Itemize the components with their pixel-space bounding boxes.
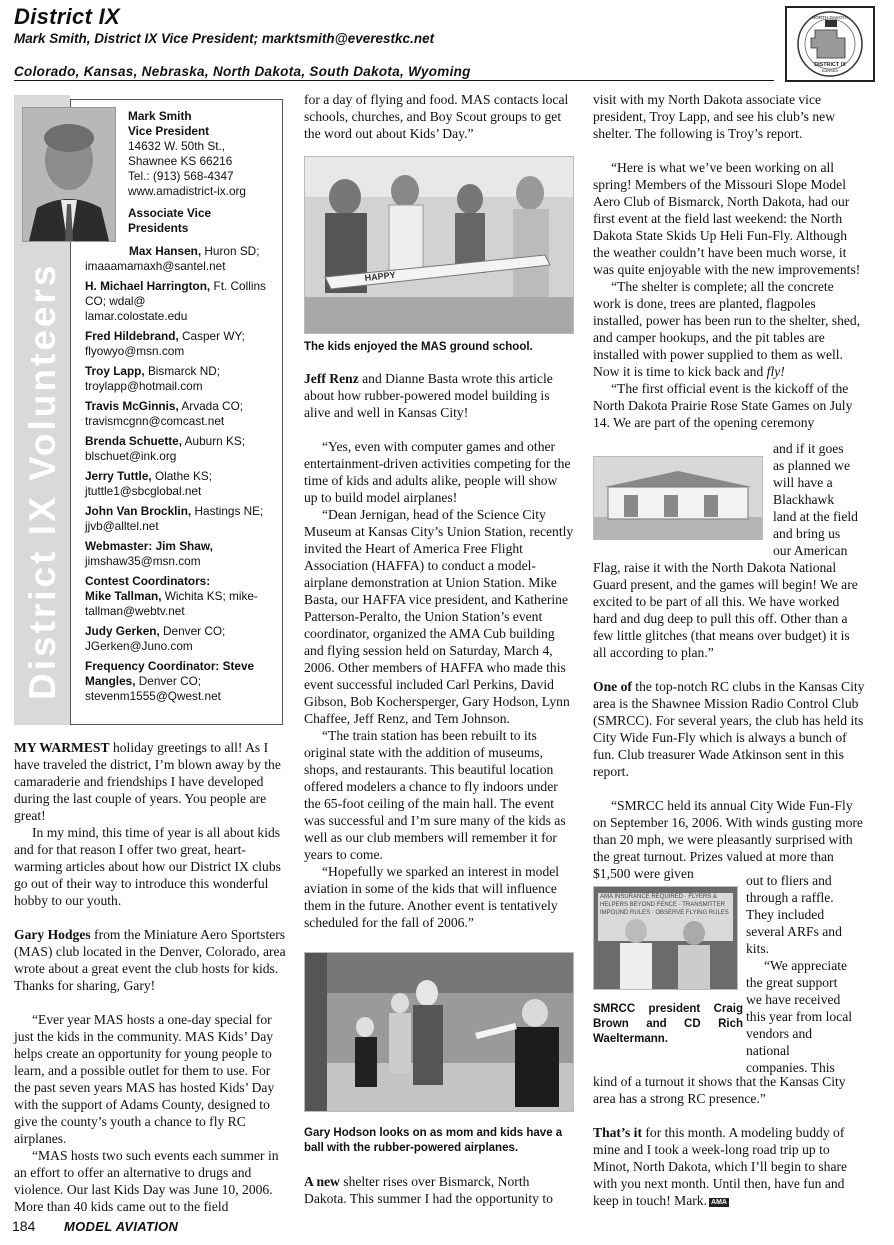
volunteer-email[interactable]: jimshaw35@msn.com — [85, 554, 201, 568]
column-2-bottom — [304, 1173, 574, 1207]
column-3-wrap-1 — [773, 440, 868, 559]
paragraph: “MAS hosts two such events each summer in an effort to offer an alternative to drugs and violence. Our last Kids Day was June 10, 2006. More than 40 kids came out to the field — [14, 1148, 279, 1214]
volunteer-email[interactable]: troylapp@hotmail.com — [85, 379, 203, 393]
paragraph: Jeff Renz and Dianne Basta wrote this article about how rubber-powered model building is alive and well in Kansas City! — [304, 371, 553, 420]
paragraph: A new shelter rises over Bismarck, North Dakota. This summer I had the opportunity to — [304, 1174, 553, 1206]
vp-web[interactable]: www.amadistrict-ix.org — [128, 184, 246, 198]
volunteer-entry: Brenda Schuette, Auburn KS; — [85, 434, 246, 448]
vp-role: Vice President — [128, 124, 210, 138]
volunteer-entry: Contest Coordinators: — [85, 574, 211, 588]
text-line: as planned we — [773, 458, 851, 473]
volunteer-entry: Troy Lapp, Bismarck ND; — [85, 364, 221, 378]
paragraph: “Yes, even with computer games and other entertainment-driven activities competing for the time of kids and adults alike, people will show up to build model airplanes! — [304, 439, 571, 505]
column-3-bottom — [593, 1073, 865, 1209]
ground-school-photo — [305, 157, 573, 333]
logo-top-text: NORTH DAKOTA — [811, 15, 849, 20]
text-line: They included — [746, 907, 825, 922]
volunteer-entry: Mike Tallman, Wichita KS; mike- — [85, 589, 258, 603]
paragraph: In my mind, this time of year is all about kids and for that reason I offer two great, heart-warming articles about how our District IX clubs go out of their way to introduce this wonderful hobby to our youth. — [14, 825, 281, 908]
text-line: kits. — [746, 941, 770, 956]
volunteer-email[interactable]: imaaamamaxh@santel.net — [85, 259, 226, 273]
vp-addr2: Shawnee KS 66216 — [128, 154, 233, 168]
volunteer-list — [85, 244, 275, 704]
text-line: national — [746, 1043, 790, 1058]
page-title: District IX — [14, 4, 120, 29]
volunteer-email[interactable]: tallman@webtv.net — [85, 604, 185, 618]
union-station-photo — [305, 953, 573, 1111]
text-line: “We appreciate — [764, 958, 848, 973]
volunteer-entry: Frequency Coordinator: Steve Mangles, Denver CO; — [85, 659, 255, 688]
volunteer-entry: Judy Gerken, Denver CO; — [85, 624, 226, 638]
text-line: land at the field — [773, 509, 858, 524]
text-line: and if it goes — [773, 441, 844, 456]
paragraph: MY WARMEST holiday greetings to all! As I have traveled the district, I’m blown away by the camaraderie and friendships I have developed during the last couple of years. You people are great! — [14, 740, 281, 823]
volunteer-entry: Jerry Tuttle, Olathe KS; — [85, 469, 212, 483]
volunteer-email[interactable]: blschuet@ink.org — [85, 449, 177, 463]
district-map-icon — [787, 8, 873, 80]
volunteer-entry: Fred Hildebrand, Casper WY; — [85, 329, 245, 343]
paragraph: “The train station has been rebuilt to its original state with the addition of museums, shops, and restaurants. This beautiful location offered modelers a chance to fly indoors under the 65-foot ceiling of the main hall. The event was successful and I’m sure many of the kids as well as our club members will remember it for years to come. — [304, 728, 566, 862]
caption-smrcc: SMRCC president Craig Brown and CD Rich Waeltermann. — [593, 1003, 743, 1045]
paragraph: Gary Hodges from the Miniature Aero Sportsters (MAS) club located in the Denver, Colorado, area wrote about a great event the club hosts for kids. Thanks for sharing, Gary! — [14, 927, 286, 993]
volunteer-email[interactable]: jtuttle1@sbcglobal.net — [85, 484, 202, 498]
paragraph: Flag, raise it with the North Dakota National Guard present, and the games will begin! We are excited to be part of all this. We have worked hard and dug deep to pull this off. Other than a few little glitches (that means over budget) it is all according to plan.” — [593, 560, 858, 660]
text-line: we have received — [746, 992, 841, 1007]
paragraph: That’s it for this month. A modeling buddy of mine and I took a week-long road trip up to Minot, North Dakota, which I’ll begin to share with you next month. Until then, have fun and keep in touch! Mark. AMA — [593, 1125, 848, 1208]
header-rule — [14, 80, 774, 81]
paragraph: visit with my North Dakota associate vice president, Troy Lapp, and see his club’s new shelter. The following is Troy’s report. — [593, 92, 836, 141]
volunteers-band-title: District IX Volunteers — [22, 262, 63, 700]
text-line: out to fliers and — [746, 873, 832, 888]
volunteer-email[interactable]: stevenm1555@Qwest.net — [85, 689, 221, 703]
vp-tel: Tel.: (913) 568-4347 — [128, 169, 234, 183]
vp-addr1: 14632 W. 50th St., — [128, 139, 226, 153]
plane-wing-text: HAPPY — [364, 269, 397, 283]
column-1 — [14, 739, 286, 1215]
paragraph: One of the top-notch RC clubs in the Kansas City area is the Shawnee Mission Radio Control Club (SMRCC). For several years, the club has held its City Wide Fun-Fly which is always a bunch of fun. Club treasurer Wade Atkinson sent in this report. — [593, 679, 865, 779]
paragraph: “Hopefully we sparked an interest in model aviation in some of the kids that will influence them in the future. Another event is tentatively scheduled for the fall of 2006.” — [304, 864, 560, 930]
magazine-name: MODEL AVIATION — [64, 1219, 179, 1234]
vp-portrait — [22, 107, 116, 242]
column-3-top — [593, 91, 865, 431]
volunteer-entry: Webmaster: Jim Shaw, — [85, 539, 213, 553]
photo-shelter — [593, 456, 763, 540]
paragraph: “Dean Jernigan, head of the Science City Museum at Kansas City’s Union Station, recently invited the Heart of America Free Flight Association (HAFFA) to conduct a model-airplane demonstration at Union Station. Mike Basta, our HAFFA vice president, and Katherine Patterson-Peralto, the Union Station’s event coordinator, organized the AMA Cub building and flying session held on Saturday, March 4, 2006. Other members of HAFFA who made this event successful included Carl Perkins, David Gibson, Bob Kochersperger, Gary Hodson, Lynn Chaffee, Jeff Renz, and Tem Johnson. — [304, 507, 574, 726]
paragraph: for a day of flying and food. MAS contacts local schools, churches, and Boy Scout groups to get the word out about Kids’ Day.” — [304, 92, 569, 141]
shelter-photo — [594, 457, 762, 539]
smrcc-photo — [594, 887, 737, 989]
volunteer-entry: Max Hansen, Huron SD; — [129, 244, 260, 258]
text-line: this year from local — [746, 1009, 853, 1024]
paragraph: “The first official event is the kickoff of the North Dakota Prairie Rose State Games on July 14. We are part of the opening ceremony — [593, 381, 853, 430]
text-line: our American — [773, 543, 848, 558]
paragraph: “The shelter is complete; all the concrete work is done, trees are planted, flagpoles installed, power has been run to the shelter, shed, and camper hookups, and the pit tables are installed with power supplied to them as well. Now it is time to kick back and fly! — [593, 279, 861, 379]
photo-ground-school — [304, 156, 574, 334]
text-line: companies. This — [746, 1060, 835, 1075]
text-line: will have a — [773, 475, 833, 490]
volunteer-email[interactable]: jjvb@alltel.net — [85, 519, 159, 533]
column-2 — [304, 370, 574, 931]
volunteer-email[interactable]: flyowyo@msn.com — [85, 344, 185, 358]
page-number: 184 — [12, 1218, 36, 1234]
text-line: and bring us — [773, 526, 841, 541]
text-line: vendors and — [746, 1026, 813, 1041]
portrait-photo — [23, 108, 115, 241]
volunteer-entry: H. Michael Harrington, Ft. Collins CO; wdal@ — [85, 279, 266, 308]
logo-bottom-text: DISTRICT IX — [814, 62, 846, 68]
avp-heading: Associate Vice Presidents — [128, 206, 212, 235]
caption-rubber-airplanes: Gary Hodson looks on as mom and kids have a ball with the rubber-powered airplanes. — [304, 1127, 563, 1154]
vp-contact — [128, 109, 278, 236]
paragraph: “Ever year MAS hosts a one-day special for just the kids in the community. MAS Kids’ Day helps create an opportunity for young people to learn, and a possible outlet for them to use. For the past seven years MAS has hosted Kids’ Day with the support of Adams County, designed to give the county’s youth a chance to fly RC airplanes. — [14, 1012, 275, 1146]
text-line: several ARFs and — [746, 924, 842, 939]
paragraph: “SMRCC held its annual City Wide Fun-Fly on September 16, 2006. With winds gusting more than 20 mph, we were pleasantly surprised with the great turnout. Prizes valued at more than $1,500 were given — [593, 798, 863, 881]
logo-state-text: KANSAS — [821, 68, 839, 73]
caption-ground-school: The kids enjoyed the MAS ground school. — [304, 341, 533, 353]
photo-rubber-airplanes — [304, 952, 574, 1112]
page-subtitle: Mark Smith, District IX Vice President; marktsmith@everestkc.net — [14, 31, 435, 46]
column-3-mid — [593, 559, 865, 882]
vp-name: Mark Smith — [128, 109, 192, 123]
district-logo — [785, 6, 875, 82]
end-mark-icon: AMA — [711, 1199, 727, 1206]
volunteer-entry: Travis McGinnis, Arvada CO; — [85, 399, 244, 413]
volunteer-email[interactable]: travismcgnn@comcast.net — [85, 414, 225, 428]
field-rules-sign: AMA INSURANCE REQUIRED · FLYERS & HELPERS BEYOND FENCE · TRANSMITTER IMPOUND RULES · OBSERVE FLYING RULES — [600, 894, 729, 916]
volunteer-email[interactable]: lamar.colostate.edu — [85, 309, 188, 323]
volunteer-entry: John Van Brocklin, Hastings NE; — [85, 504, 264, 518]
column-3-wrap-2 — [746, 872, 871, 1076]
text-line: Blackhawk — [773, 492, 835, 507]
district-states: Colorado, Kansas, Nebraska, North Dakota, South Dakota, Wyoming — [14, 64, 471, 79]
column-2-top — [304, 91, 574, 142]
text-line: the great support — [746, 975, 838, 990]
paragraph: “Here is what we’ve been working on all spring! Members of the Missouri Slope Model Aero Club of Bismarck, North Dakota, had our first event at the field last weekend: the North Dakota State Skids Up Heli Fun-Fly. Although the weather couldn’t have been much worse, it was quite enjoyable with the new improvements! — [593, 160, 861, 277]
text-line: through a raffle. — [746, 890, 834, 905]
photo-smrcc — [593, 886, 738, 990]
volunteer-email[interactable]: JGerken@Juno.com — [85, 639, 193, 653]
paragraph: kind of a turnout it shows that the Kansas City area has a strong RC presence.” — [593, 1074, 846, 1106]
